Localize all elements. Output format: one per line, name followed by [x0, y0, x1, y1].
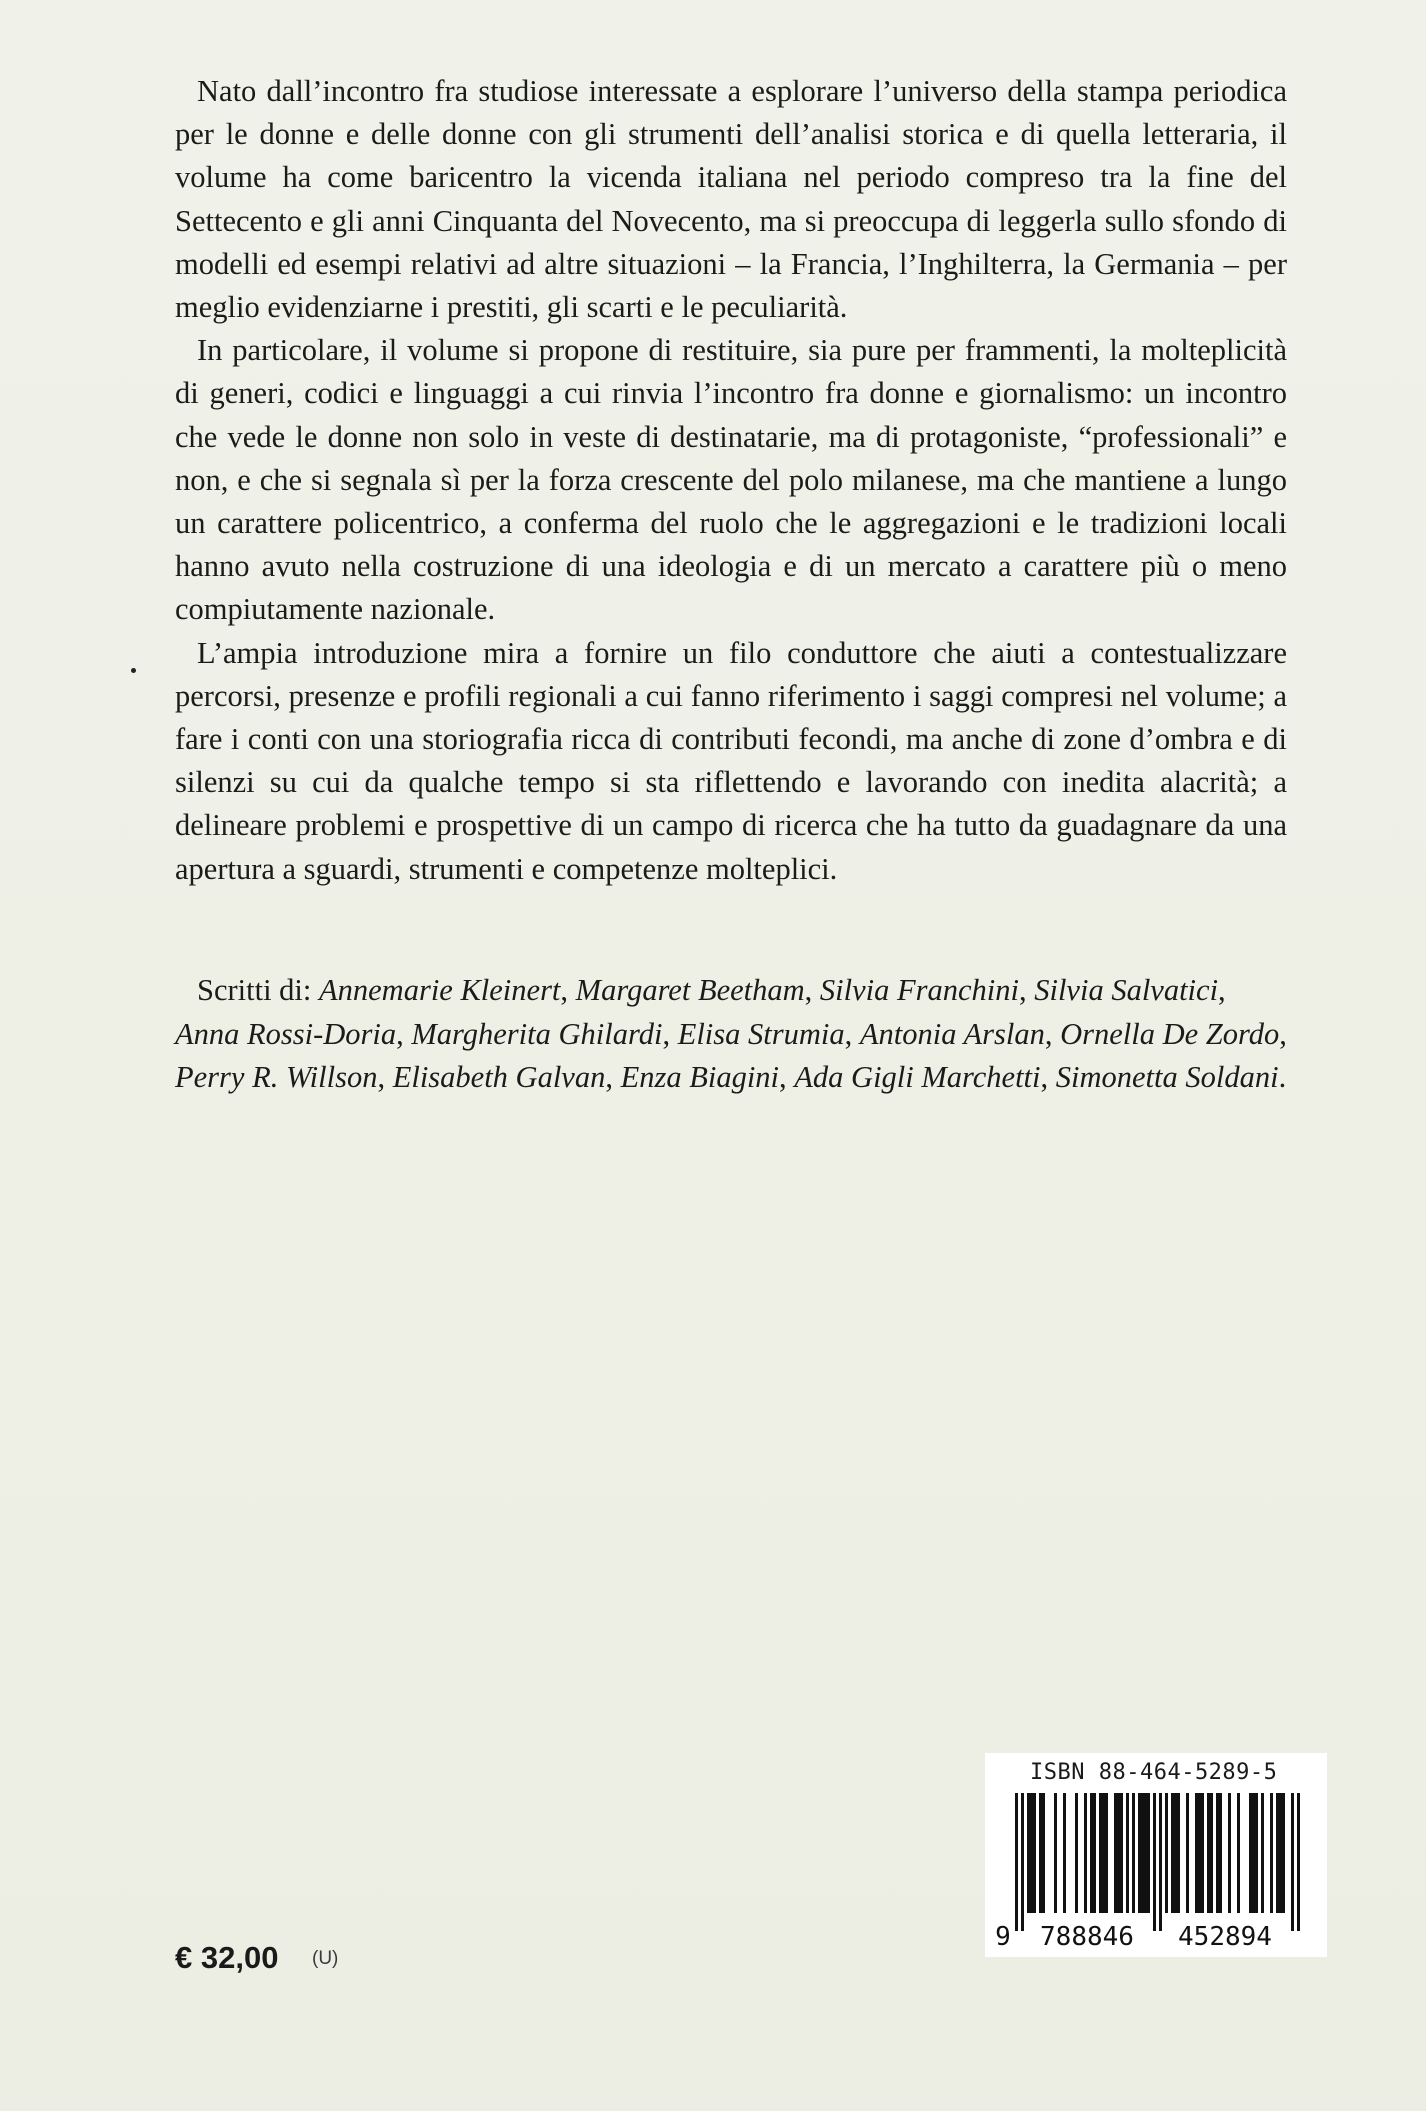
barcode-bar: [1114, 1793, 1117, 1913]
authors-prefix: Scritti di:: [197, 973, 312, 1007]
blurb-text: [175, 70, 1287, 891]
author-name: Elisa Strumia: [677, 1016, 845, 1051]
barcode-bar: [1117, 1793, 1120, 1913]
author-name: Antonia Arslan: [859, 1016, 1045, 1051]
barcode-bar: [1279, 1793, 1282, 1913]
price-code: (U): [312, 1948, 339, 1969]
barcode-bar: [1033, 1793, 1036, 1913]
author-name: Ornella De Zordo: [1060, 1016, 1280, 1051]
barcode-bar: [1141, 1793, 1144, 1913]
barcode-bar: [1297, 1793, 1300, 1931]
author-name: Margherita Ghilardi: [411, 1016, 663, 1051]
barcode-bar: [1093, 1793, 1096, 1913]
author-name: Margaret Beetham: [575, 973, 805, 1007]
barcode-bar: [1120, 1793, 1123, 1913]
barcode-digits: 788846: [1040, 1922, 1134, 1952]
price: € 32,00: [175, 1940, 279, 1975]
barcode-bar: [1054, 1793, 1057, 1913]
barcode-digits: 452894: [1178, 1922, 1272, 1952]
barcode-bar: [1105, 1793, 1108, 1913]
barcode-bar: [1030, 1793, 1033, 1913]
blurb-paragraph-2: In particolare, il volume si propone di restituire, sia pure per frammenti, la molteplicità di generi, codici e linguaggi a cui rinvia l’incontro fra donne e giornalismo: un incontro che vede le donne non solo in veste di destinatarie, ma di protagoniste, “professionali” e non, e che si segnala sì per la forza crescente del polo milanese, ma che mantiene a lungo un carattere policentrico, a conferma del ruolo che le aggregazioni e le tradizioni locali hanno avuto nella costruzione di una ideologia e di un mercato a carattere più o meno compiutamente nazionale.: [175, 333, 1287, 627]
barcode-bar: [1090, 1793, 1093, 1913]
barcode-bar: [1144, 1793, 1147, 1913]
barcode-bar: [1210, 1793, 1213, 1913]
barcode-bar: [1099, 1793, 1102, 1913]
barcode-bar: [1261, 1793, 1264, 1913]
barcode-bar: [1138, 1793, 1141, 1913]
author-name: Anna Rossi-Doria: [175, 1016, 397, 1051]
authors-list: [175, 969, 1287, 1100]
barcode-bar: [1075, 1793, 1078, 1913]
barcode-bar: [1132, 1793, 1135, 1913]
author-name: Enza Biagini: [620, 1060, 780, 1094]
author-names: Annemarie Kleinert, Margaret Beetham, Silvia Franchini, Silvia Salvatici, Anna Rossi-Doria, Margherita Ghilardi, Elisa Strumia, Antonia Arslan, Ornella De Zordo, Perry R. Willson, Elisabeth Galvan, Enza Biagini, Ada Gigli Marchetti, Simonetta Soldani.: [175, 973, 1287, 1094]
barcode-bar: [1201, 1793, 1204, 1913]
barcode-bar: [1186, 1793, 1189, 1913]
author-name: Ada Gigli Marchetti: [794, 1060, 1041, 1094]
blurb-paragraph-1: Nato dall’incontro fra studiose interessate a esplorare l’universo della stampa periodica per le donne e delle donne con gli strumenti dell’analisi storica e di quella letteraria, il volume ha come baricentro la vicenda italiana nel periodo compreso tra la fine del Settecento e gli anni Cinquanta del Novecento, ma si preoccupa di leggerla sullo sfondo di modelli ed esempi relativi ad altre situazioni – la Francia, l’Inghilterra, la Germania – per meglio evidenziarne i prestiti, gli scarti e le peculiarità.: [175, 74, 1287, 325]
barcode-bar: [1252, 1793, 1255, 1913]
barcode-bar: [1159, 1793, 1162, 1931]
barcode-bar: [1039, 1793, 1042, 1913]
barcode-bar: [1228, 1793, 1231, 1913]
barcode-bar: [1198, 1793, 1201, 1913]
barcode-bar: [1102, 1793, 1105, 1913]
margin-dot: [131, 668, 136, 673]
barcode-bar: [1171, 1793, 1174, 1913]
barcode-bar: [1126, 1793, 1129, 1913]
barcode-bar: [1270, 1793, 1273, 1913]
barcode-bar: [1165, 1793, 1168, 1913]
barcode-bar: [1063, 1793, 1066, 1913]
barcode-bar: [1027, 1793, 1030, 1913]
author-name: Silvia Salvatici: [1034, 973, 1219, 1007]
barcode-bar: [1219, 1793, 1222, 1913]
barcode-bar: [1207, 1793, 1210, 1913]
barcode-bar: [1291, 1793, 1294, 1931]
author-name: Perry R. Willson: [175, 1060, 378, 1094]
barcode-bar: [1255, 1793, 1258, 1913]
barcode-bar: [1021, 1793, 1024, 1931]
barcode-bar: [1177, 1793, 1180, 1913]
author-name: Elisabeth Galvan: [392, 1060, 606, 1094]
isbn-label: ISBN 88-464-5289-5: [1030, 1760, 1278, 1785]
barcode-bar: [1282, 1793, 1285, 1913]
barcode-bar: [1195, 1793, 1198, 1913]
barcode-bar: [1015, 1793, 1018, 1931]
barcode-bar: [1276, 1793, 1279, 1913]
barcode-bar: [1147, 1793, 1150, 1913]
barcode-bar: [1237, 1793, 1240, 1913]
barcode-bar: [1084, 1793, 1087, 1913]
barcode: [995, 1793, 1320, 1953]
barcode-bar: [1174, 1793, 1177, 1913]
barcode-bar: [1249, 1793, 1252, 1913]
barcode-bar: [1042, 1793, 1045, 1913]
barcode-bar: [1216, 1793, 1219, 1913]
barcode-digits: 9: [995, 1922, 1011, 1952]
author-name: Simonetta Soldani: [1055, 1060, 1279, 1094]
barcode-bar: [1153, 1793, 1156, 1931]
author-name: Annemarie Kleinert: [319, 973, 561, 1007]
blurb-paragraph-3: L’ampia introduzione mira a fornire un filo conduttore che aiuti a contestualizzare percorsi, presenze e profili regionali a cui fanno riferimento i saggi compresi nel volume; a fare i conti con una storiografia ricca di contributi fecondi, ma anche di zone d’ombra e di silenzi su cui da qualche tempo si sta riflettendo e lavorando con inedita alacrità; a delineare problemi e prospettive di un campo di ricerca che ha tutto da guadagnare da una apertura a sguardi, strumenti e competenze molteplici.: [175, 635, 1287, 886]
author-name: Silvia Franchini: [819, 973, 1019, 1007]
